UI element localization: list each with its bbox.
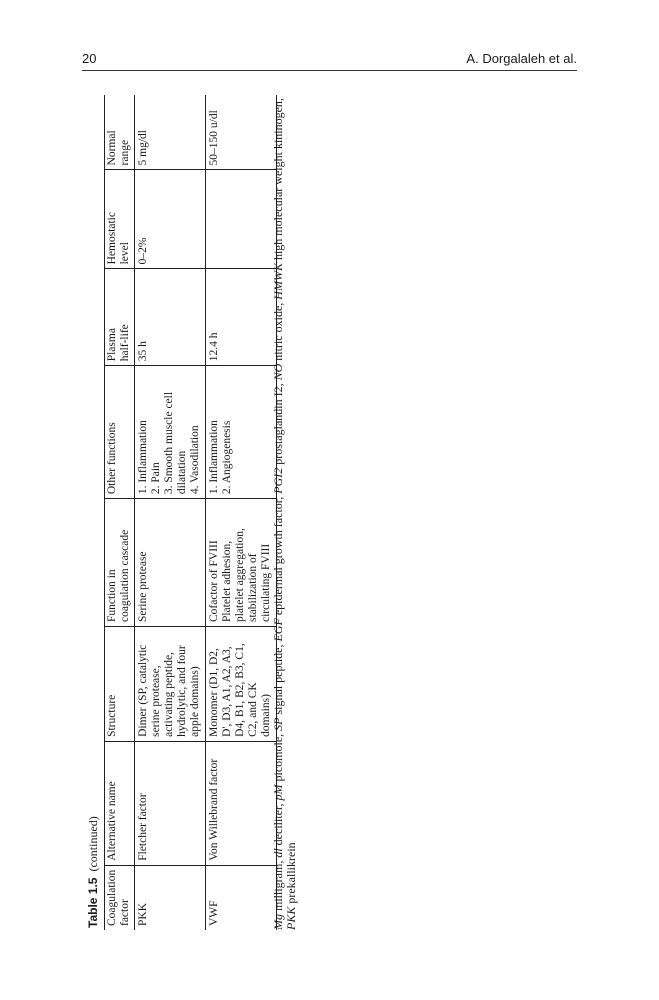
table-label: Table 1.5 [86,877,100,928]
normal-range-cell: 50–150 u/dl [206,95,277,170]
column-header: Other functions [105,366,135,499]
hemostatic-level-cell: 0–2% [135,170,206,269]
structure-cell: Dimer (SP, catalytic serine protease, activating peptide, hydrolytic, and four apple domains) [135,627,206,742]
footnote-abbreviation: Mg [271,914,285,930]
page-number: 20 [82,51,97,66]
normal-range-cell: 5 mg/dl [135,95,206,170]
factor-cell: PKK [137,902,149,926]
footnote-definition: picomole, [271,730,285,785]
footnote-definition: high molecular weight kininogen, [271,98,285,264]
footnote-definition: prekallikrein [284,842,298,907]
other-functions-cell: 1. Inflammation 2. Angiogenesis [206,366,277,499]
table-row [135,95,206,930]
footnote-definition: epidermal growth factor, [271,493,285,619]
factor-cell: VWF [208,900,220,926]
column-header: Hemostatic level [105,170,135,269]
footnote-abbreviation: NO [271,363,285,381]
function-cell: Serine protease [135,499,206,627]
column-header: Structure [105,627,135,742]
table-header-row [105,95,135,930]
half-life-cell: 12.4 h [206,269,277,366]
column-header: Function in coagulation cascade [105,499,135,627]
footnote-abbreviation: SP [271,717,285,731]
column-header: Plasma half-life [105,269,135,366]
table-continued: (continued) [86,816,100,872]
half-life-cell: 35 h [135,269,206,366]
rotated-table-region [86,90,322,930]
function-cell: Cofactor of FVIII Platelet adhesion, platelet aggregation, stabilization of circulating FVIII [206,499,277,627]
footnote-abbreviation: pM [271,784,285,801]
footnote-definition: deciliter, [271,800,285,849]
hemostatic-level-cell [206,170,277,269]
footnote-definition: nitric oxide, [271,299,285,364]
column-header: Coagulation factor [105,865,135,930]
running-header [82,45,577,71]
table-row [206,95,277,930]
structure-cell: Monomer (D1, D2, D', D3, A1, A2, A3, D4, B1, B2, B3, C1, C2, and CK domains) [206,627,277,742]
footnote-abbreviation: PKK [284,906,298,930]
footnote-definition: signal peptide, [271,641,285,718]
column-header: Normal range [105,95,135,170]
table-caption [86,816,101,928]
footnote-abbreviation: PGI2 [271,467,285,494]
footnote-abbreviation: EGF [271,618,285,642]
footnote-abbreviation: dl [271,848,285,858]
coagulation-factor-table [104,95,277,930]
column-header: Alternative name [105,741,135,865]
other-functions-cell: 1. Inflammation 2. Pain 3. Smooth muscle cell dilatation 4. Vasodilation [135,366,206,499]
table-footnote [272,95,298,930]
running-head-authors: A. Dorgalaleh et al. [466,51,577,66]
alternative-name-cell: Von Willebrand factor [206,741,277,865]
alternative-name-cell: Fletcher factor [135,741,206,865]
footnote-abbreviation: HMWK [271,263,285,300]
header-rule [82,70,577,71]
footnote-definition: prostaglandin I2, [271,380,285,468]
footnote-definition: milligram, [271,857,285,914]
